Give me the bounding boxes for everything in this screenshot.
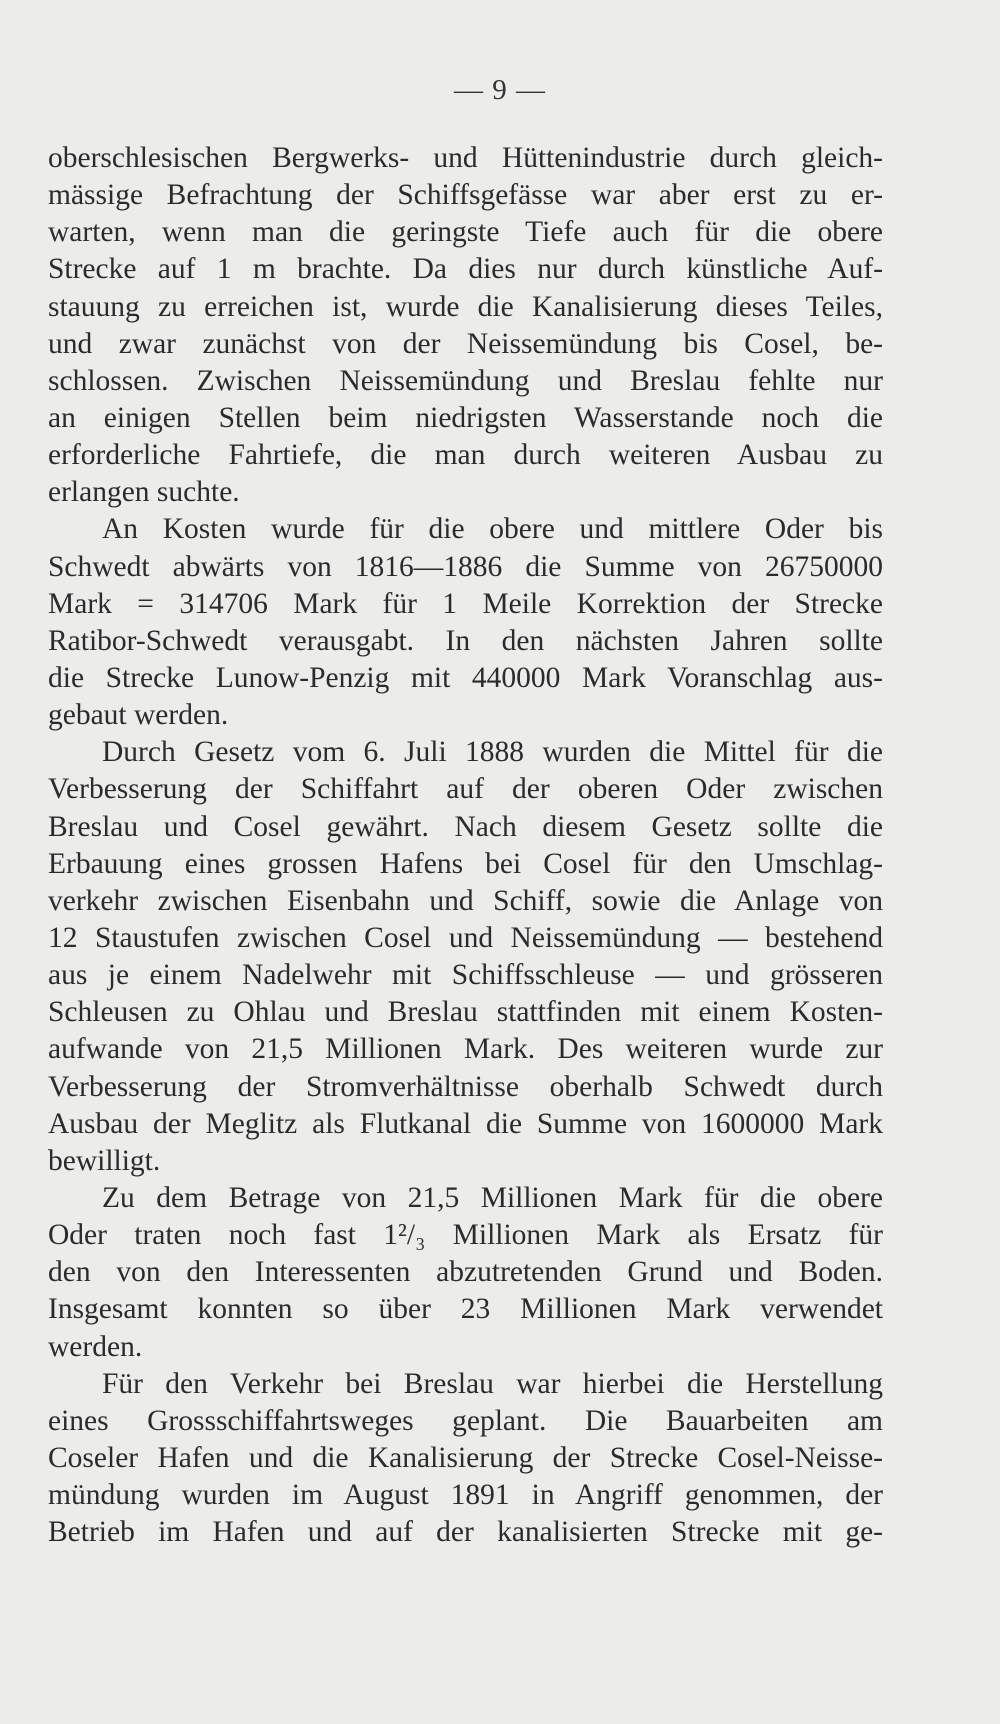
text-line: aus je einem Nadelwehr mit Schiffsschleuse — und grösseren [48, 959, 883, 992]
text-line: schlossen. Zwischen Neissemündung und Breslau fehlte nur [48, 364, 883, 397]
text-line: Oder traten noch fast 1²/₃ Millionen Mark als Ersatz für [48, 1219, 883, 1252]
text-line: gebaut werden. [48, 699, 229, 732]
text-line: und zwar zunächst von der Neissemündung bis Cosel, be- [48, 327, 883, 360]
text-line: aufwande von 21,5 Millionen Mark. Des weiteren wurde zur [48, 1033, 883, 1066]
text-line: mündung wurden im August 1891 in Angriff genommen, der [48, 1479, 883, 1512]
text-line: Strecke auf 1 m brachte. Da dies nur durch künstliche Auf- [48, 253, 883, 286]
text-line: warten, wenn man die geringste Tiefe auch für die obere [48, 216, 883, 249]
text-line: Breslau und Cosel gewährt. Nach diesem Gesetz sollte die [48, 810, 883, 843]
text-line: Verbesserung der Stromverhältnisse oberhalb Schwedt durch [48, 1070, 883, 1103]
text-line: den von den Interessenten abzutretenden Grund und Boden. [48, 1256, 883, 1289]
text-line: Erbauung eines grossen Hafens bei Cosel für den Umschlag- [48, 847, 883, 880]
text-line: Zu dem Betrage von 21,5 Millionen Mark für die obere [102, 1181, 883, 1214]
text-line: An Kosten wurde für die obere und mittlere Oder bis [102, 513, 883, 546]
text-line: verkehr zwischen Eisenbahn und Schiff, sowie die Anlage von [48, 884, 883, 917]
text-line: mässige Befrachtung der Schiffsgefässe war aber erst zu er- [48, 179, 883, 212]
text-line: an einigen Stellen beim niedrigsten Wasserstande noch die [48, 401, 883, 434]
text-line: Mark = 314706 Mark für 1 Meile Korrektion der Strecke [48, 587, 883, 620]
text-line: oberschlesischen Bergwerks- und Hüttenindustrie durch gleich- [48, 142, 883, 174]
text-line: die Strecke Lunow-Penzig mit 440000 Mark Voranschlag aus- [48, 661, 883, 694]
text-line: Ratibor-Schwedt verausgabt. In den nächsten Jahren sollte [48, 624, 883, 657]
text-line: eines Grossschiffahrtsweges geplant. Die Bauarbeiten am [48, 1404, 883, 1437]
text-line: Insgesamt konnten so über 23 Millionen Mark verwendet [48, 1293, 883, 1326]
text-line: Verbesserung der Schiffahrt auf der oberen Oder zwischen [48, 773, 883, 806]
text-line: erforderliche Fahrtiefe, die man durch weiteren Ausbau zu [48, 439, 883, 472]
text-line: erlangen suchte. [48, 476, 240, 509]
text-line: Betrieb im Hafen und auf der kanalisierten Strecke mit ge- [48, 1516, 883, 1549]
text-line: Schwedt abwärts von 1816—1886 die Summe von 26750000 [48, 550, 883, 583]
body-text [48, 140, 883, 1551]
text-line: Ausbau der Meglitz als Flutkanal die Summe von 1600000 Mark [48, 1107, 883, 1140]
text-line: stauung zu erreichen ist, wurde die Kanalisierung dieses Teiles, [48, 290, 883, 323]
text-line: 12 Staustufen zwischen Cosel und Neissemündung — bestehend [48, 921, 883, 954]
text-line: Schleusen zu Ohlau und Breslau stattfinden mit einem Kosten- [48, 996, 883, 1029]
page-number: — 9 — [454, 74, 546, 106]
text-line: Coseler Hafen und die Kanalisierung der Strecke Cosel-Neisse- [48, 1441, 883, 1474]
text-line: Für den Verkehr bei Breslau war hierbei die Herstellung [102, 1367, 883, 1400]
text-line: Durch Gesetz vom 6. Juli 1888 wurden die Mittel für die [102, 736, 883, 769]
text-line: bewilligt. [48, 1144, 161, 1177]
text-line: werden. [48, 1330, 143, 1363]
